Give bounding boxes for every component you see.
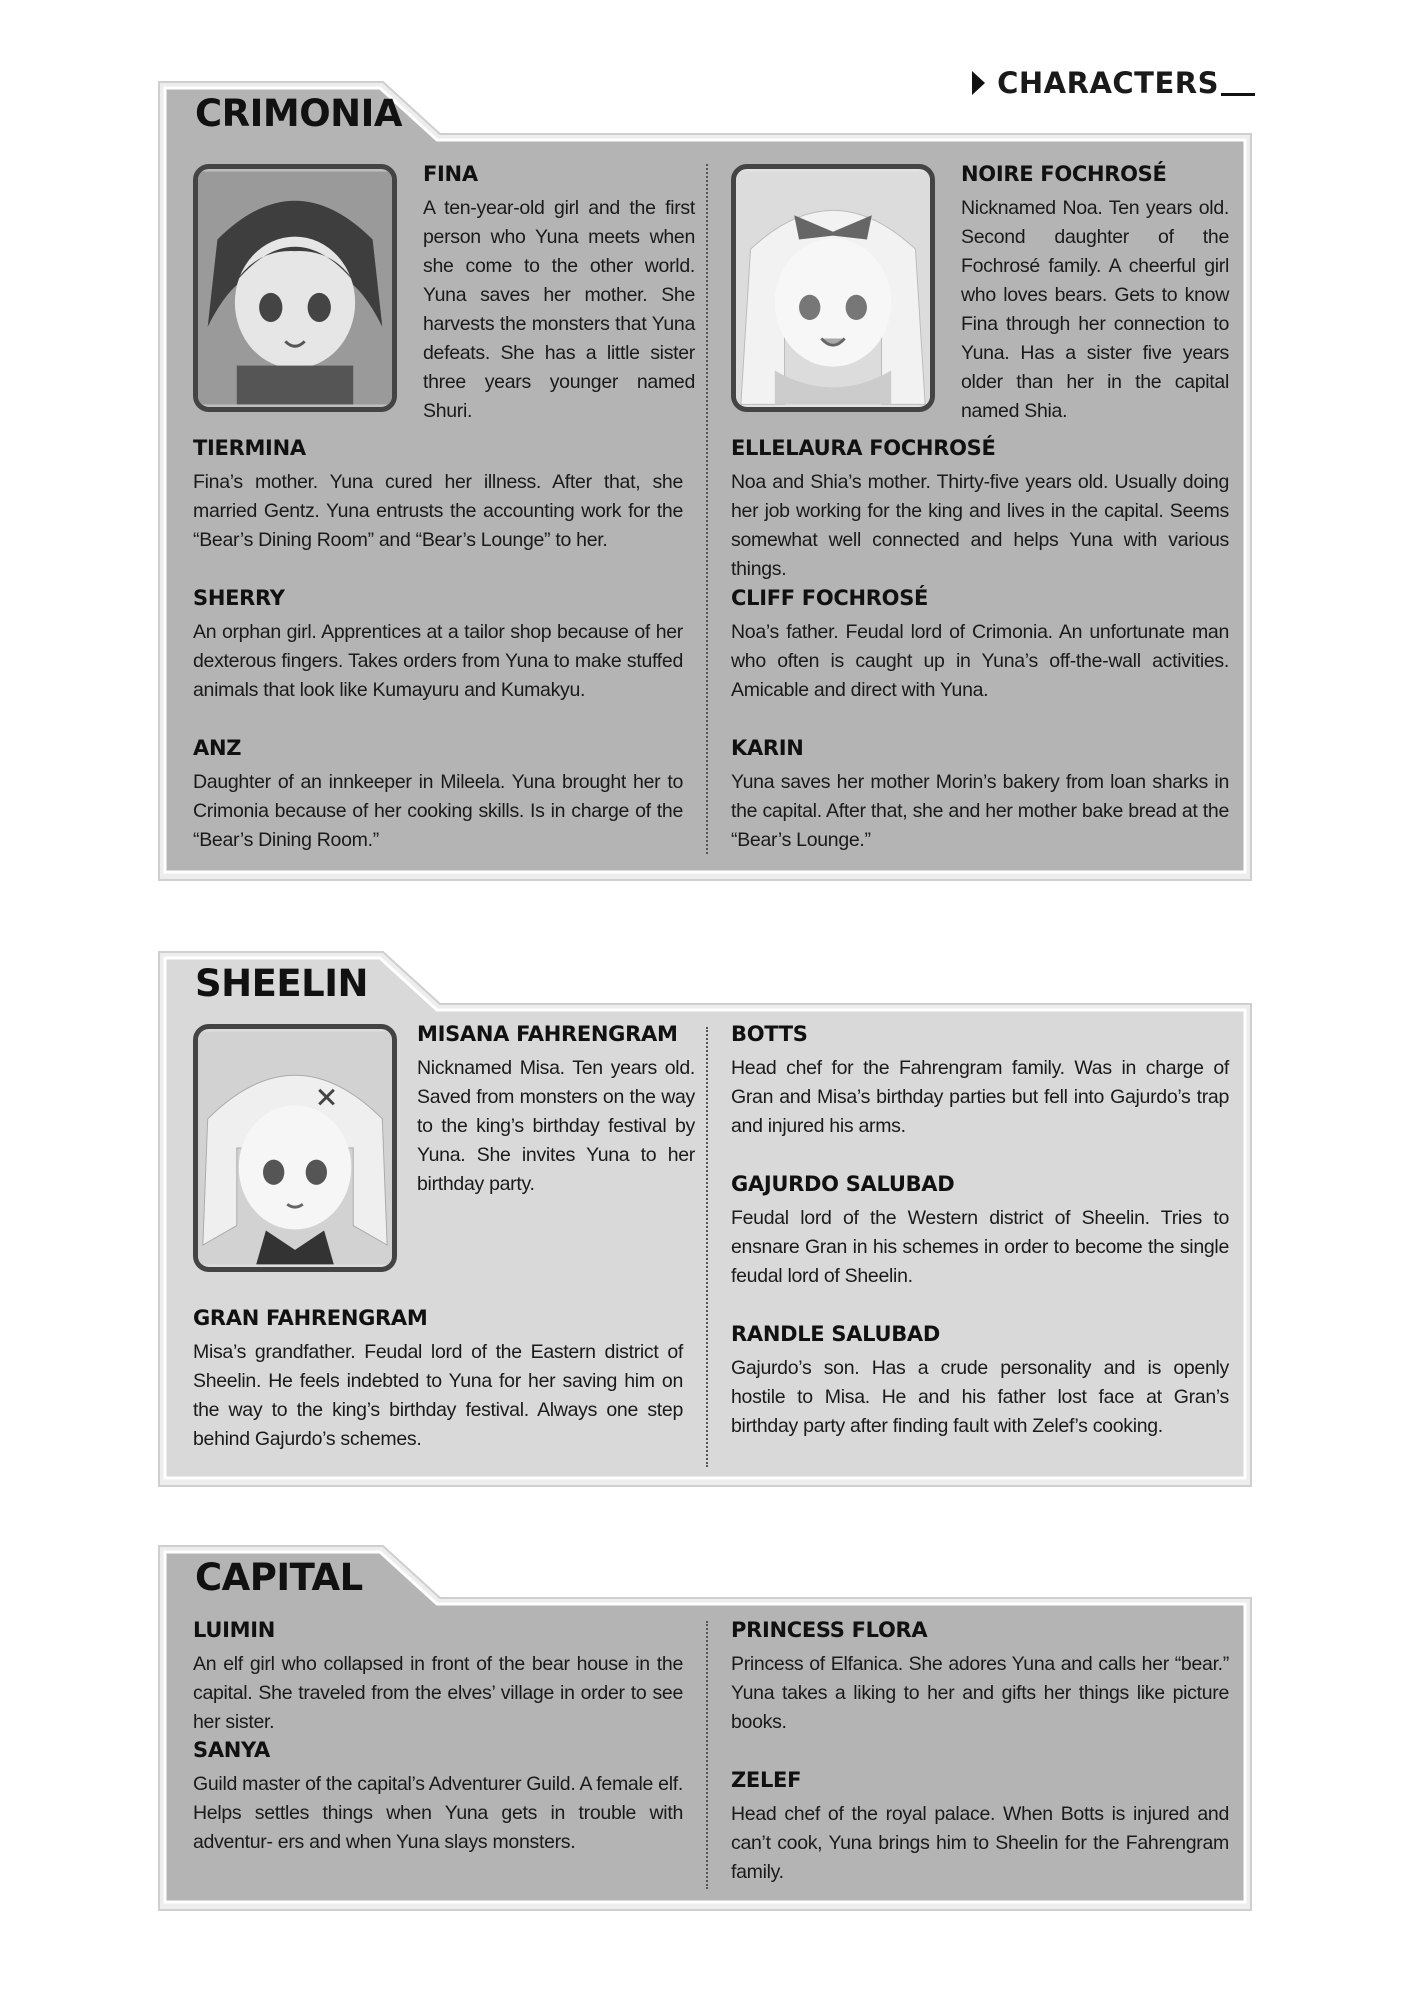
entry-gran xyxy=(193,1306,683,1454)
character-desc: An orphan girl. Apprentices at a tailor shop because of her dexterous fingers. Takes orders from Yuna to make stuffed animals that look like Kumayuru and Kumakyu. xyxy=(193,621,683,701)
character-desc: Princess of Elfanica. She adores Yuna and calls her “bear.” Yuna takes a liking to her and gifts her things like picture books. xyxy=(731,1653,1229,1733)
column-divider xyxy=(706,1027,708,1467)
entry-randle xyxy=(731,1322,1229,1441)
fina-portrait xyxy=(193,164,397,412)
character-name: GRAN FAHRENGRAM xyxy=(193,1306,428,1330)
entry-zelef xyxy=(731,1768,1229,1887)
entry-cliff xyxy=(731,586,1229,705)
character-name: NOIRE FOCHROSÉ xyxy=(961,162,1167,186)
section-sheelin xyxy=(155,942,1255,1492)
misana-portrait xyxy=(193,1024,397,1272)
column-divider xyxy=(706,164,708,854)
character-desc: Noa and Shia’s mother. Thirty-five years old. Usually doing her job working for the king and lives in the capital. Seems somewhat well connected and helps Yuna with various things. xyxy=(731,471,1229,580)
character-name: ELLELAURA FOCHROSÉ xyxy=(731,436,996,460)
section-title: CAPITAL xyxy=(195,1556,363,1599)
section-title: SHEELIN xyxy=(195,962,368,1005)
entry-botts xyxy=(731,1022,1229,1141)
character-name: GAJURDO SALUBAD xyxy=(731,1172,955,1196)
entry-noire xyxy=(961,162,1229,426)
entry-fina xyxy=(423,162,695,426)
character-desc: Head chef for the Fahrengram family. Was in charge of Gran and Misa’s birthday parties but fell into Gajurdo’s trap and injured his arms. xyxy=(731,1057,1229,1137)
entry-sherry xyxy=(193,586,683,705)
character-name: SHERRY xyxy=(193,586,285,610)
character-desc: Yuna saves her mother Morin’s bakery from loan sharks in the capital. After that, she and her mother bake bread at the “Bear’s Lounge.” xyxy=(731,771,1229,851)
character-desc: Misa’s grandfather. Feudal lord of the Eastern district of Sheelin. He feels indebted to Yuna for her saving him on the way to the king’s birthday festival. Always one step behind Gajurdo’s schemes. xyxy=(193,1341,683,1450)
entry-ellelaura xyxy=(731,436,1229,584)
character-name: BOTTS xyxy=(731,1022,808,1046)
character-desc: A ten-year-old girl and the first person who Yuna meets when she come to the other world. Yuna saves her mother. She harvests the monsters that Yuna defeats. She has a little sister three years younger named Shuri. xyxy=(423,197,695,422)
character-desc: Noa’s father. Feudal lord of Crimonia. An unfortunate man who often is caught up in Yuna’s off-the-wall activities. Amicable and direct with Yuna. xyxy=(731,621,1229,701)
character-desc: An elf girl who collapsed in front of the bear house in the capital. She traveled from the elves’ village in order to see her sister. xyxy=(193,1653,683,1733)
entry-sanya xyxy=(193,1738,683,1857)
fina-portrait-image xyxy=(198,169,392,407)
character-desc: Gajurdo’s son. Has a crude personality and is openly hostile to Misa. He and his father lost face at Gran’s birthday party after finding fault with Zelef’s cooking. xyxy=(731,1357,1229,1437)
noire-portrait-image xyxy=(736,169,930,407)
character-name: FINA xyxy=(423,162,478,186)
character-desc: Fina’s mother. Yuna cured her illness. After that, she married Gentz. Yuna entrusts the accounting work for the “Bear’s Dining Room” and “Bear’s Lounge” to her. xyxy=(193,471,683,551)
character-name: RANDLE SALUBAD xyxy=(731,1322,941,1346)
entry-karin xyxy=(731,736,1229,855)
character-desc: Nicknamed Noa. Ten years old. Second daughter of the Fochrosé family. A cheerful girl who loves bears. Gets to know Fina through her connection to Yuna. Has a sister five years older than her in the capital named Shia. xyxy=(961,197,1229,422)
section-title: CRIMONIA xyxy=(195,92,403,135)
entry-tiermina xyxy=(193,436,683,555)
character-name: MISANA FAHRENGRAM xyxy=(417,1022,678,1046)
entry-flora xyxy=(731,1618,1229,1737)
character-name: SANYA xyxy=(193,1738,270,1762)
character-name: KARIN xyxy=(731,736,804,760)
noire-portrait xyxy=(731,164,935,412)
column-divider xyxy=(706,1621,708,1889)
header-title: CHARACTERS xyxy=(997,66,1219,100)
character-name: CLIFF FOCHROSÉ xyxy=(731,586,929,610)
section-crimonia xyxy=(155,72,1255,887)
character-desc: Feudal lord of the Western district of Sheelin. Tries to ensnare Gran in his schemes in order to become the single feudal lord of Sheelin. xyxy=(731,1207,1229,1287)
character-name: ANZ xyxy=(193,736,242,760)
entry-gajurdo xyxy=(731,1172,1229,1291)
character-name: ZELEF xyxy=(731,1768,802,1792)
character-name: TIERMINA xyxy=(193,436,306,460)
character-desc: Head chef of the royal palace. When Botts is injured and can’t cook, Yuna brings him to Sheelin for the Fahrengram family. xyxy=(731,1803,1229,1883)
section-capital xyxy=(155,1536,1255,1916)
character-desc: Nicknamed Misa. Ten years old. Saved from monsters on the way to the king’s birthday festival by Yuna. She invites Yuna to her birthday party. xyxy=(417,1057,695,1195)
entry-anz xyxy=(193,736,683,855)
character-name: LUIMIN xyxy=(193,1618,275,1642)
misana-portrait-image xyxy=(198,1029,392,1267)
character-desc: Daughter of an innkeeper in Mileela. Yuna brought her to Crimonia because of her cooking skills. Is in charge of the “Bear’s Dining Room.” xyxy=(193,771,683,851)
character-desc: Guild master of the capital’s Adventurer Guild. A female elf. Helps settles things when Yuna gets in trouble with adventur- ers and when Yuna slays monsters. xyxy=(193,1773,683,1853)
character-name: PRINCESS FLORA xyxy=(731,1618,928,1642)
entry-misana xyxy=(417,1022,695,1199)
entry-luimin xyxy=(193,1618,683,1737)
